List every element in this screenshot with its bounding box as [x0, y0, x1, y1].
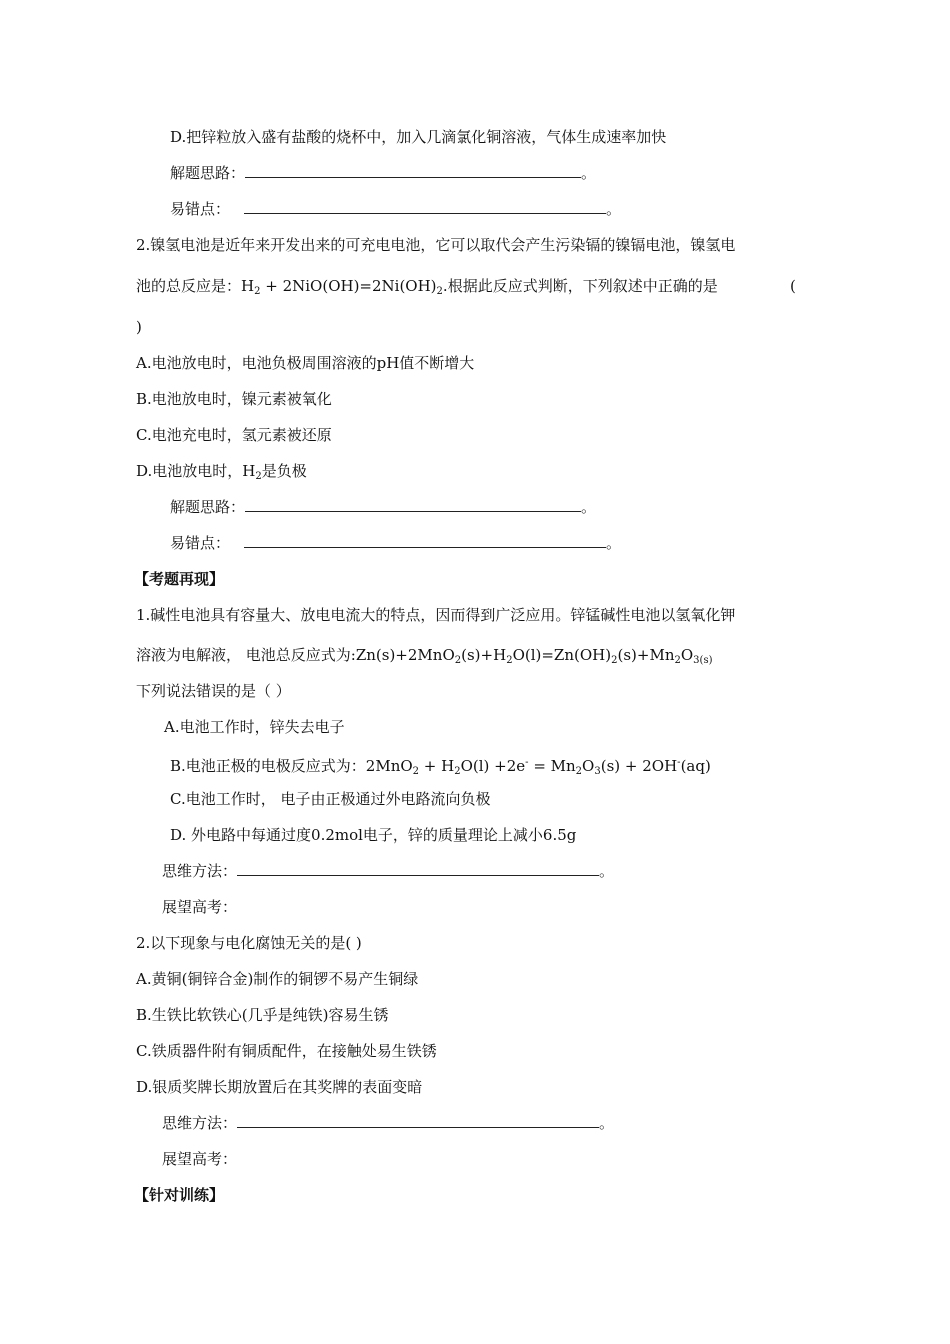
k2-option-c: C.铁质器件附有铜质配件，在接触处易生铁锈 [136, 1042, 437, 1060]
jieti-label: 解题思路： [170, 164, 246, 182]
answer-blank[interactable] [245, 163, 581, 178]
k1-zhanwang: 展望高考： [162, 898, 238, 916]
k1-stem-2: 溶液为电解液， 电池总反应式为$:Zn(s)+2MnO_2(s)+H_2O(l)=Zn(OH)_2(s)+Mn_2O_{3(s)}$ [136, 646, 713, 666]
k1-siwei-line [162, 860, 614, 882]
k2-option-b: B.生铁比软铁心(几乎是纯铁)容易生锈 [136, 1006, 389, 1024]
period: 。 [599, 862, 615, 880]
answer-blank[interactable] [237, 861, 599, 876]
q2-paren-close: ) [136, 318, 142, 336]
k1-stem-3: 下列说法错误的是（ ） [136, 682, 291, 700]
section-zhendui-xunlian: 【针对训练】 [134, 1186, 225, 1204]
period: 。 [581, 164, 597, 182]
k1-stem-1: 1.碱性电池具有容量大、放电电流大的特点，因而得到广泛应用。锌锰碱性电池以氢氧化钾 [136, 606, 736, 624]
siwei-label: 思维方法： [162, 862, 238, 880]
answer-blank[interactable] [244, 199, 606, 214]
q1-option-d: D.把锌粒放入盛有盐酸的烧杯中，加入几滴氯化铜溶液，气体生成速率加快 [170, 128, 667, 146]
period: 。 [606, 200, 622, 218]
q2-option-c: C.电池充电时，氢元素被还原 [136, 426, 332, 444]
q2-option-b: B.电池放电时，镍元素被氧化 [136, 390, 332, 408]
q2-yicuo-line [170, 532, 621, 554]
q1-jieti-line [170, 162, 596, 184]
q2-option-d: D.电池放电时，$H_2$是负极 [136, 462, 307, 482]
period: 。 [599, 1114, 615, 1132]
k2-siwei-line [162, 1112, 614, 1134]
k2-zhanwang: 展望高考： [162, 1150, 238, 1168]
k1-option-b: B.电池正极的电极反应式为：$2MnO_2 + H_2O(l) +2e^- = Mn_2O_3(s) + 2OH^-(aq)$ [170, 757, 711, 777]
yicuo-label: 易错点： [170, 200, 231, 218]
siwei-label: 思维方法： [162, 1114, 238, 1132]
jieti-label: 解题思路： [170, 498, 246, 516]
q2-stem-2: 池的总反应是：$H_2 + 2NiO(OH)=2Ni(OH)_2$.根据此反应式判断，下列叙述中正确的是 [136, 277, 718, 297]
period: 。 [581, 498, 597, 516]
q2-paren-open: ( [790, 277, 796, 295]
k2-stem: 2.以下现象与电化腐蚀无关的是( ) [136, 934, 362, 952]
k1-option-a: A.电池工作时，锌失去电子 [164, 718, 345, 736]
answer-blank[interactable] [244, 533, 606, 548]
k1-option-d: D. 外电路中每通过度0.2mol电子，锌的质量理论上减小6.5g [170, 826, 577, 844]
answer-blank[interactable] [245, 497, 581, 512]
q2-jieti-line [170, 496, 596, 518]
k2-option-d: D.银质奖牌长期放置后在其奖牌的表面变暗 [136, 1078, 423, 1096]
q2-option-a: A.电池放电时，电池负极周围溶液的pH值不断增大 [136, 354, 475, 372]
section-kaoti-zaixian: 【考题再现】 [134, 570, 225, 588]
period: 。 [606, 534, 622, 552]
k1-option-c: C.电池工作时， 电子由正极通过外电路流向负极 [170, 790, 491, 808]
yicuo-label: 易错点： [170, 534, 231, 552]
answer-blank[interactable] [237, 1113, 599, 1128]
q1-yicuo-line [170, 198, 621, 220]
k2-option-a: A.黄铜(铜锌合金)制作的铜锣不易产生铜绿 [136, 970, 419, 988]
q2-stem-1: 2.镍氢电池是近年来开发出来的可充电电池，它可以取代会产生污染镉的镍镉电池，镍氢电 [136, 236, 736, 254]
